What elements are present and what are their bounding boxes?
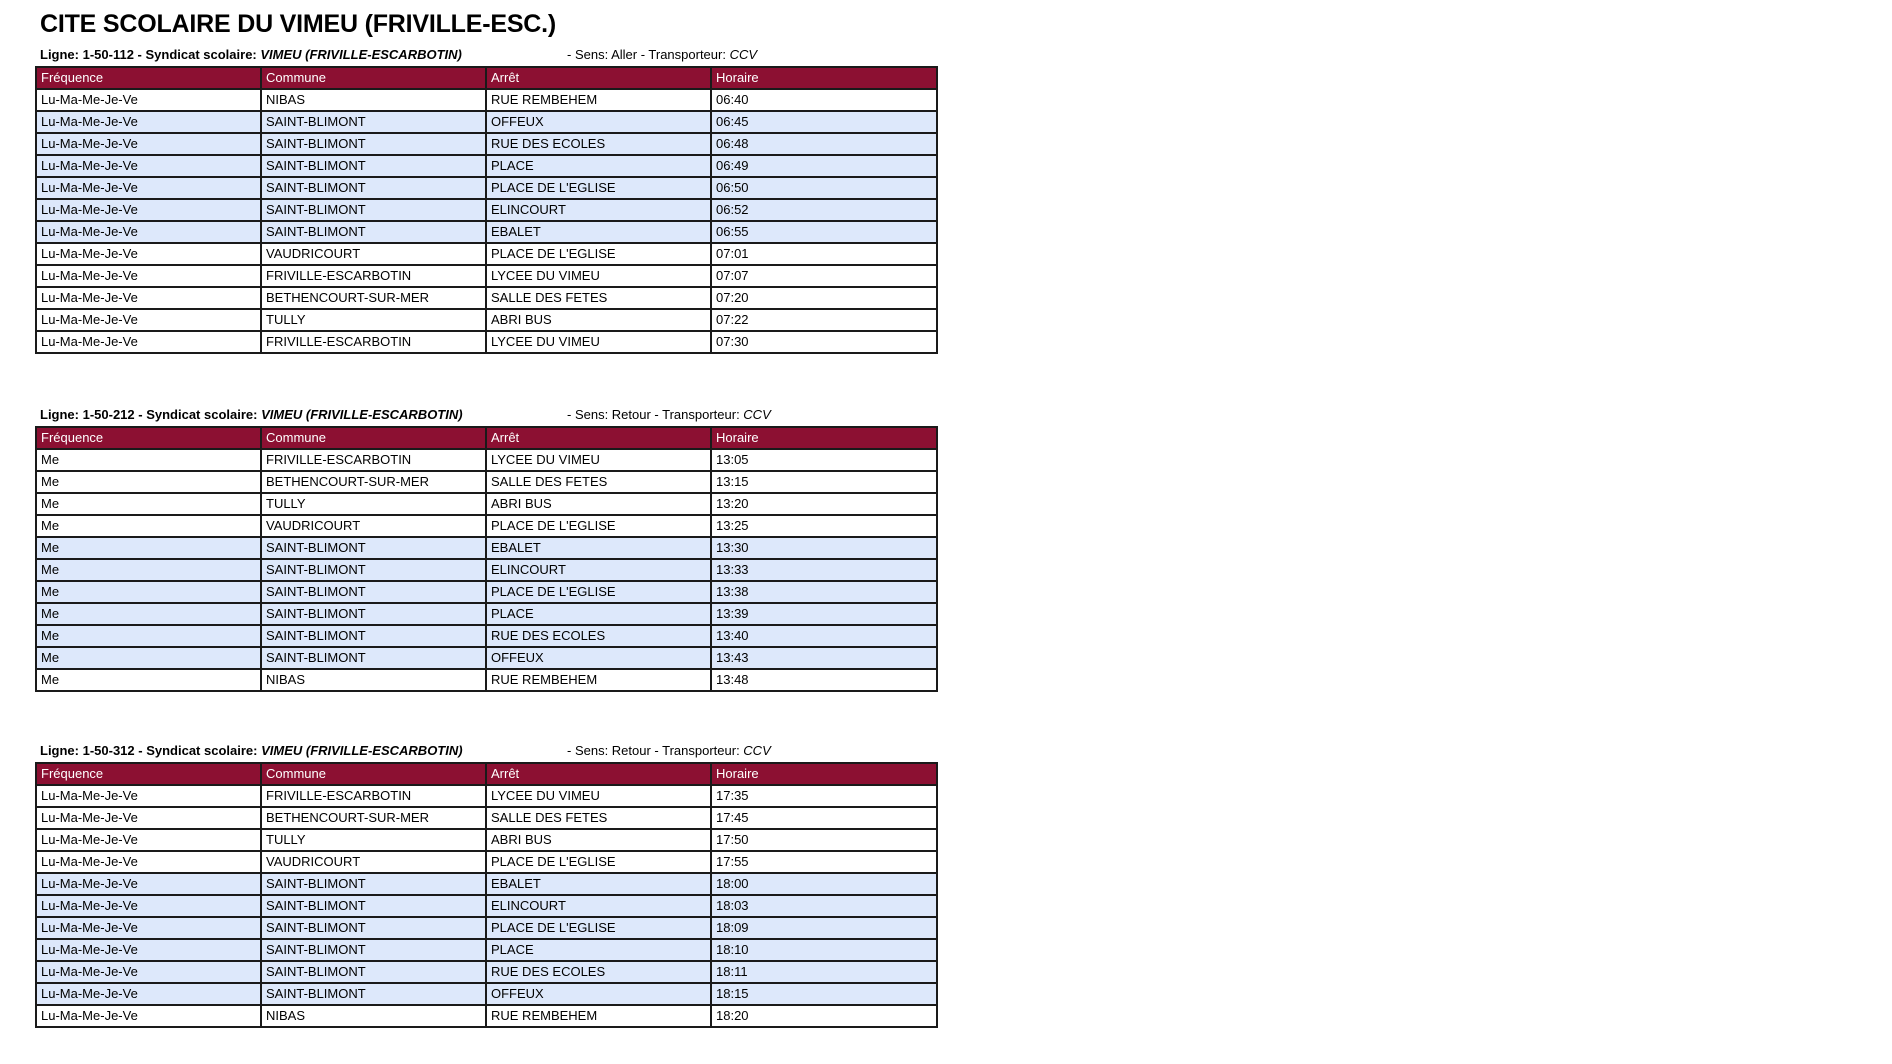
cell-horaire: 18:09 [711,917,937,939]
cell-commune: BETHENCOURT-SUR-MER [261,807,486,829]
column-horaire-header: Horaire [711,763,937,785]
table-row [36,449,937,471]
cell-horaire: 18:10 [711,939,937,961]
table-body [36,449,937,691]
cell-arret: LYCEE DU VIMEU [486,785,711,807]
cell-arret: LYCEE DU VIMEU [486,331,711,353]
cell-frequence: Lu-Ma-Me-Je-Ve [36,177,261,199]
cell-commune: SAINT-BLIMONT [261,873,486,895]
table-row [36,603,937,625]
table-row [36,961,937,983]
cell-arret: PLACE [486,155,711,177]
table-row [36,625,937,647]
route-line-label: Ligne: 1-50-112 - Syndicat scolaire: [40,47,261,62]
route-header [35,404,935,426]
cell-horaire: 06:49 [711,155,937,177]
cell-arret: RUE DES ECOLES [486,961,711,983]
cell-horaire: 18:20 [711,1005,937,1027]
cell-commune: SAINT-BLIMONT [261,537,486,559]
cell-commune: FRIVILLE-ESCARBOTIN [261,785,486,807]
cell-arret: EBALET [486,221,711,243]
cell-frequence: Lu-Ma-Me-Je-Ve [36,807,261,829]
route-section [35,740,935,1028]
cell-horaire: 13:48 [711,669,937,691]
cell-horaire: 13:05 [711,449,937,471]
route-line-label: Ligne: 1-50-312 - Syndicat scolaire: [40,743,262,758]
route-section [35,44,935,354]
cell-frequence: Me [36,471,261,493]
cell-arret: ABRI BUS [486,309,711,331]
cell-arret: EBALET [486,873,711,895]
cell-commune: NIBAS [261,669,486,691]
cell-horaire: 06:40 [711,89,937,111]
table-row [36,493,937,515]
cell-horaire: 13:43 [711,647,937,669]
route-transporter: CCV [743,407,771,422]
table-row [36,647,937,669]
column-frequence-header: Fréquence [36,67,261,89]
cell-frequence: Lu-Ma-Me-Je-Ve [36,873,261,895]
table-body [36,89,937,353]
cell-commune: VAUDRICOURT [261,243,486,265]
cell-commune: SAINT-BLIMONT [261,155,486,177]
cell-frequence: Me [36,515,261,537]
cell-horaire: 06:55 [711,221,937,243]
route-direction-label: - Sens: Retour - Transporteur: [567,407,744,422]
cell-commune: SAINT-BLIMONT [261,939,486,961]
table-header-row [36,427,937,449]
cell-commune: TULLY [261,309,486,331]
cell-frequence: Me [36,559,261,581]
table-row [36,331,937,353]
schedule-table [35,762,938,1028]
cell-arret: RUE REMBEHEM [486,669,711,691]
cell-commune: BETHENCOURT-SUR-MER [261,287,486,309]
cell-horaire: 13:39 [711,603,937,625]
cell-arret: ELINCOURT [486,559,711,581]
cell-commune: SAINT-BLIMONT [261,917,486,939]
column-frequence-header: Fréquence [36,763,261,785]
cell-frequence: Me [36,647,261,669]
table-row [36,111,937,133]
route-transporter: CCV [743,743,771,758]
cell-frequence: Lu-Ma-Me-Je-Ve [36,983,261,1005]
cell-commune: SAINT-BLIMONT [261,895,486,917]
cell-frequence: Me [36,625,261,647]
table-row [36,515,937,537]
cell-frequence: Lu-Ma-Me-Je-Ve [36,829,261,851]
column-arret-header: Arrêt [486,763,711,785]
cell-frequence: Me [36,449,261,471]
cell-commune: SAINT-BLIMONT [261,133,486,155]
table-header-row [36,763,937,785]
cell-frequence: Lu-Ma-Me-Je-Ve [36,199,261,221]
cell-frequence: Lu-Ma-Me-Je-Ve [36,155,261,177]
column-commune-header: Commune [261,763,486,785]
route-line-info [40,44,462,66]
cell-commune: SAINT-BLIMONT [261,983,486,1005]
route-syndicat: VIMEU (FRIVILLE-ESCARBOTIN) [261,407,463,422]
table-row [36,155,937,177]
route-syndicat: VIMEU (FRIVILLE-ESCARBOTIN) [260,47,462,62]
table-row [36,559,937,581]
table-row [36,309,937,331]
route-line-label: Ligne: 1-50-212 - Syndicat scolaire: [40,407,262,422]
table-row [36,221,937,243]
cell-frequence: Lu-Ma-Me-Je-Ve [36,1005,261,1027]
cell-commune: SAINT-BLIMONT [261,581,486,603]
route-direction-label: - Sens: Aller - Transporteur: [567,47,730,62]
route-section [35,404,935,692]
column-arret-header: Arrêt [486,427,711,449]
table-row [36,265,937,287]
cell-horaire: 13:33 [711,559,937,581]
cell-horaire: 13:40 [711,625,937,647]
cell-arret: RUE DES ECOLES [486,133,711,155]
cell-frequence: Lu-Ma-Me-Je-Ve [36,851,261,873]
table-row [36,851,937,873]
cell-arret: PLACE DE L'EGLISE [486,917,711,939]
cell-arret: ELINCOURT [486,199,711,221]
page-title: CITE SCOLAIRE DU VIMEU (FRIVILLE-ESC.) [40,10,557,38]
route-direction-label: - Sens: Retour - Transporteur: [567,743,744,758]
cell-horaire: 17:50 [711,829,937,851]
cell-horaire: 06:50 [711,177,937,199]
cell-commune: TULLY [261,829,486,851]
cell-commune: VAUDRICOURT [261,515,486,537]
table-row [36,471,937,493]
cell-commune: SAINT-BLIMONT [261,647,486,669]
table-row [36,785,937,807]
cell-horaire: 07:30 [711,331,937,353]
cell-arret: RUE DES ECOLES [486,625,711,647]
cell-frequence: Lu-Ma-Me-Je-Ve [36,785,261,807]
cell-frequence: Me [36,603,261,625]
cell-commune: SAINT-BLIMONT [261,199,486,221]
cell-commune: FRIVILLE-ESCARBOTIN [261,265,486,287]
route-header [35,44,935,66]
table-row [36,199,937,221]
cell-arret: RUE REMBEHEM [486,1005,711,1027]
cell-frequence: Me [36,669,261,691]
cell-horaire: 18:00 [711,873,937,895]
cell-arret: ABRI BUS [486,493,711,515]
table-row [36,807,937,829]
table-row [36,669,937,691]
route-syndicat: VIMEU (FRIVILLE-ESCARBOTIN) [261,743,463,758]
cell-frequence: Lu-Ma-Me-Je-Ve [36,895,261,917]
table-row [36,939,937,961]
cell-arret: SALLE DES FETES [486,807,711,829]
column-frequence-header: Fréquence [36,427,261,449]
schedule-table [35,426,938,692]
cell-frequence: Lu-Ma-Me-Je-Ve [36,331,261,353]
cell-horaire: 17:35 [711,785,937,807]
table-row [36,177,937,199]
cell-arret: PLACE DE L'EGLISE [486,177,711,199]
cell-arret: EBALET [486,537,711,559]
cell-horaire: 13:30 [711,537,937,559]
cell-frequence: Me [36,537,261,559]
cell-horaire: 13:15 [711,471,937,493]
cell-horaire: 07:01 [711,243,937,265]
cell-arret: PLACE [486,603,711,625]
table-row [36,89,937,111]
cell-arret: PLACE [486,939,711,961]
schedule-table [35,66,938,354]
cell-commune: SAINT-BLIMONT [261,603,486,625]
cell-horaire: 13:20 [711,493,937,515]
cell-commune: FRIVILLE-ESCARBOTIN [261,331,486,353]
cell-horaire: 18:15 [711,983,937,1005]
cell-horaire: 07:07 [711,265,937,287]
cell-frequence: Me [36,581,261,603]
table-header-row [36,67,937,89]
cell-commune: SAINT-BLIMONT [261,177,486,199]
cell-horaire: 06:45 [711,111,937,133]
cell-arret: PLACE DE L'EGLISE [486,515,711,537]
route-direction-info [567,404,771,426]
table-row [36,133,937,155]
cell-arret: PLACE DE L'EGLISE [486,851,711,873]
table-row [36,983,937,1005]
table-body [36,785,937,1027]
cell-arret: LYCEE DU VIMEU [486,265,711,287]
table-row [36,1005,937,1027]
cell-arret: LYCEE DU VIMEU [486,449,711,471]
cell-horaire: 07:20 [711,287,937,309]
cell-frequence: Lu-Ma-Me-Je-Ve [36,265,261,287]
cell-frequence: Lu-Ma-Me-Je-Ve [36,133,261,155]
cell-arret: OFFEUX [486,111,711,133]
cell-horaire: 13:25 [711,515,937,537]
cell-arret: PLACE DE L'EGLISE [486,581,711,603]
column-horaire-header: Horaire [711,427,937,449]
cell-horaire: 07:22 [711,309,937,331]
route-line-info [40,740,463,762]
cell-horaire: 18:11 [711,961,937,983]
cell-frequence: Lu-Ma-Me-Je-Ve [36,221,261,243]
table-row [36,537,937,559]
table-row [36,917,937,939]
cell-arret: PLACE DE L'EGLISE [486,243,711,265]
cell-arret: SALLE DES FETES [486,471,711,493]
table-row [36,287,937,309]
cell-horaire: 18:03 [711,895,937,917]
column-commune-header: Commune [261,67,486,89]
column-arret-header: Arrêt [486,67,711,89]
cell-frequence: Lu-Ma-Me-Je-Ve [36,309,261,331]
route-line-info [40,404,463,426]
cell-frequence: Lu-Ma-Me-Je-Ve [36,243,261,265]
cell-frequence: Me [36,493,261,515]
cell-commune: NIBAS [261,1005,486,1027]
cell-commune: TULLY [261,493,486,515]
route-transporter: CCV [729,47,758,62]
table-row [36,873,937,895]
cell-arret: RUE REMBEHEM [486,89,711,111]
cell-frequence: Lu-Ma-Me-Je-Ve [36,961,261,983]
table-row [36,581,937,603]
table-row [36,895,937,917]
cell-commune: SAINT-BLIMONT [261,625,486,647]
cell-horaire: 06:48 [711,133,937,155]
table-row [36,243,937,265]
column-horaire-header: Horaire [711,67,937,89]
cell-commune: SAINT-BLIMONT [261,111,486,133]
cell-horaire: 13:38 [711,581,937,603]
column-commune-header: Commune [261,427,486,449]
cell-arret: SALLE DES FETES [486,287,711,309]
cell-horaire: 17:45 [711,807,937,829]
cell-arret: ELINCOURT [486,895,711,917]
cell-arret: OFFEUX [486,647,711,669]
table-row [36,829,937,851]
cell-horaire: 17:55 [711,851,937,873]
cell-commune: SAINT-BLIMONT [261,221,486,243]
route-direction-info [567,44,757,66]
cell-arret: OFFEUX [486,983,711,1005]
route-header [35,740,935,762]
cell-commune: SAINT-BLIMONT [261,961,486,983]
cell-frequence: Lu-Ma-Me-Je-Ve [36,287,261,309]
route-direction-info [567,740,771,762]
cell-commune: BETHENCOURT-SUR-MER [261,471,486,493]
cell-horaire: 06:52 [711,199,937,221]
cell-frequence: Lu-Ma-Me-Je-Ve [36,111,261,133]
cell-frequence: Lu-Ma-Me-Je-Ve [36,917,261,939]
cell-commune: SAINT-BLIMONT [261,559,486,581]
cell-commune: NIBAS [261,89,486,111]
cell-arret: ABRI BUS [486,829,711,851]
cell-commune: VAUDRICOURT [261,851,486,873]
cell-frequence: Lu-Ma-Me-Je-Ve [36,939,261,961]
cell-commune: FRIVILLE-ESCARBOTIN [261,449,486,471]
cell-frequence: Lu-Ma-Me-Je-Ve [36,89,261,111]
